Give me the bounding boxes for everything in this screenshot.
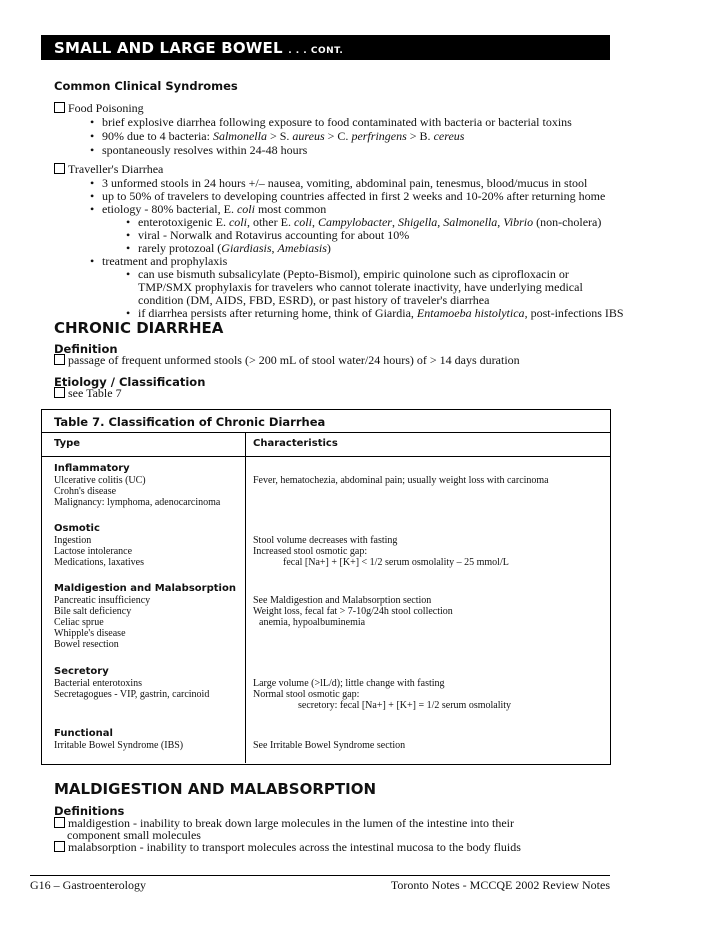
travel-sub-2: • viral - Norwalk and Rotavirus accounting for about 10% (126, 228, 409, 243)
table-cell: Fever, hematochezia, abdominal pain; usually weight loss with carcinoma (253, 475, 549, 486)
travel-bullet-4: • treatment and prophylaxis (90, 254, 227, 269)
table-cell: Lactose intolerance (54, 546, 133, 557)
footer-rule (30, 875, 610, 876)
table-cell: Crohn's disease (54, 486, 117, 497)
definitions-heading: Definitions (54, 804, 125, 818)
table-cell: anemia, hypoalbuminemia (259, 617, 366, 628)
maldigestion-definition: maldigestion - inability to break down large molecules in the lumen of the intestine into their (54, 816, 514, 831)
definition-heading: Definition (54, 342, 118, 356)
row-group-inflammatory: Inflammatory (54, 463, 130, 474)
maldigestion-heading: MALDIGESTION AND MALABSORPTION (54, 780, 377, 798)
travel-bullet-2: • up to 50% of travelers to developing countries affected in first 2 weeks and 10-20% after returning home (90, 189, 605, 204)
row-group-secretory: Secretory (54, 666, 109, 677)
table-cell: Weight loss, fecal fat > 7-10g/24h stool collection (253, 606, 453, 617)
table-cell: Ingestion (54, 535, 92, 546)
food-bullet-2: • 90% due to 4 bacteria: Salmonella > S. aureus > C. perfringens > B. cereus (90, 129, 464, 144)
row-group-functional: Functional (54, 728, 113, 739)
table-cell: Increased stool osmotic gap: (253, 546, 368, 557)
header-title-text: SMALL AND LARGE BOWEL (54, 39, 283, 57)
table-cell: Normal stool osmotic gap: (253, 689, 360, 700)
food-bullet-1: • brief explosive diarrhea following exposure to food contaminated with bacteria or bacterial toxins (90, 115, 572, 130)
table-cell: Ulcerative colitis (UC) (54, 475, 146, 486)
table-cell: secretory: fecal [Na+] + [K+] = 1/2 serum osmolality (298, 700, 512, 711)
travellers-diarrhea-label: Traveller's Diarrhea (54, 162, 163, 177)
travel-treat-1: • can use bismuth subsalicylate (Pepto-Bismol), empiric quinolone such as ciprofloxacin or (126, 267, 569, 282)
etiology-text: see Table 7 (54, 386, 122, 401)
table-cell: Stool volume decreases with fasting (253, 535, 398, 546)
section-header-title (54, 39, 343, 57)
travel-treat-2: • if diarrhea persists after returning home, think of Giardia, Entamoeba histolytica, post-infections IBS (126, 306, 624, 321)
definition-text: passage of frequent unformed stools (> 200 mL of stool water/24 hours) of > 14 days duration (54, 353, 520, 368)
clinical-heading: Common Clinical Syndromes (54, 79, 238, 93)
footer-right: Toronto Notes - MCCQE 2002 Review Notes (390, 878, 610, 892)
table-cell: See Maldigestion and Malabsorption section (253, 595, 432, 606)
table-cell: Irritable Bowel Syndrome (IBS) (54, 740, 184, 751)
table-cell: Large volume (>lL/d); little change with fasting (253, 678, 445, 689)
table-cell: Bacterial enterotoxins (54, 678, 143, 689)
row-group-maldigestion: Maldigestion and Malabsorption (54, 583, 236, 594)
table-cell: Celiac sprue (54, 617, 104, 628)
table-header-divider (41, 456, 611, 457)
food-bullet-3: • spontaneously resolves within 24-48 hours (90, 143, 307, 158)
header-cont-text: . . . CONT. (288, 46, 344, 56)
table-cell: Whipple's disease (54, 628, 126, 639)
travel-bullet-1: • 3 unformed stools in 24 hours +/– nausea, vomiting, abdominal pain, tenesmus, blood/mucus in stool (90, 176, 587, 191)
travel-treat-1-line3: condition (DM, AIDS, FBD, ESRD), or past history of traveler's diarrhea (138, 293, 490, 307)
food-poisoning-label: Food Poisoning (54, 101, 144, 116)
travel-bullet-3: • etiology - 80% bacterial, E. coli most common (90, 202, 326, 217)
chronic-diarrhea-heading: CHRONIC DIARRHEA (54, 319, 224, 337)
table-col-type: Type (54, 438, 81, 449)
maldigestion-definition-line2: component small molecules (67, 828, 201, 842)
table-cell: fecal [Na+] + [K+] < 1/2 serum osmolality – 25 mmol/L (283, 557, 509, 568)
table-col-characteristics: Characteristics (253, 438, 338, 449)
table-cell: Bile salt deficiency (54, 606, 132, 617)
travel-treat-1-line2: TMP/SMX prophylaxis for travelers who cannot tolerate inactivity, have underlying medical (138, 280, 583, 294)
etiology-heading: Etiology / Classification (54, 375, 206, 389)
table-cell: Secretagogues - VIP, gastrin, carcinoid (54, 689, 210, 700)
travel-sub-3: • rarely protozoal (Giardiasis, Amebiasis) (126, 241, 331, 256)
table-cell: Medications, laxatives (54, 557, 144, 568)
table-column-divider (245, 432, 246, 763)
table-cell: Malignancy: lymphoma, adenocarcinoma (54, 497, 221, 508)
table-title-divider (41, 432, 611, 433)
travel-sub-1: • enterotoxigenic E. coli, other E. coli, Campylobacter, Shigella, Salmonella, Vibrio (non-cholera) (126, 215, 601, 230)
footer-left: G16 – Gastroenterology (30, 878, 146, 892)
table-cell: Pancreatic insufficiency (54, 595, 151, 606)
table-cell: See Irritable Bowel Syndrome section (253, 740, 406, 751)
table-title: Table 7. Classification of Chronic Diarrhea (54, 415, 326, 429)
table-cell: Bowel resection (54, 639, 119, 650)
row-group-osmotic: Osmotic (54, 523, 100, 534)
malabsorption-definition: malabsorption - inability to transport molecules across the intestinal mucosa to the body fluids (54, 840, 521, 855)
